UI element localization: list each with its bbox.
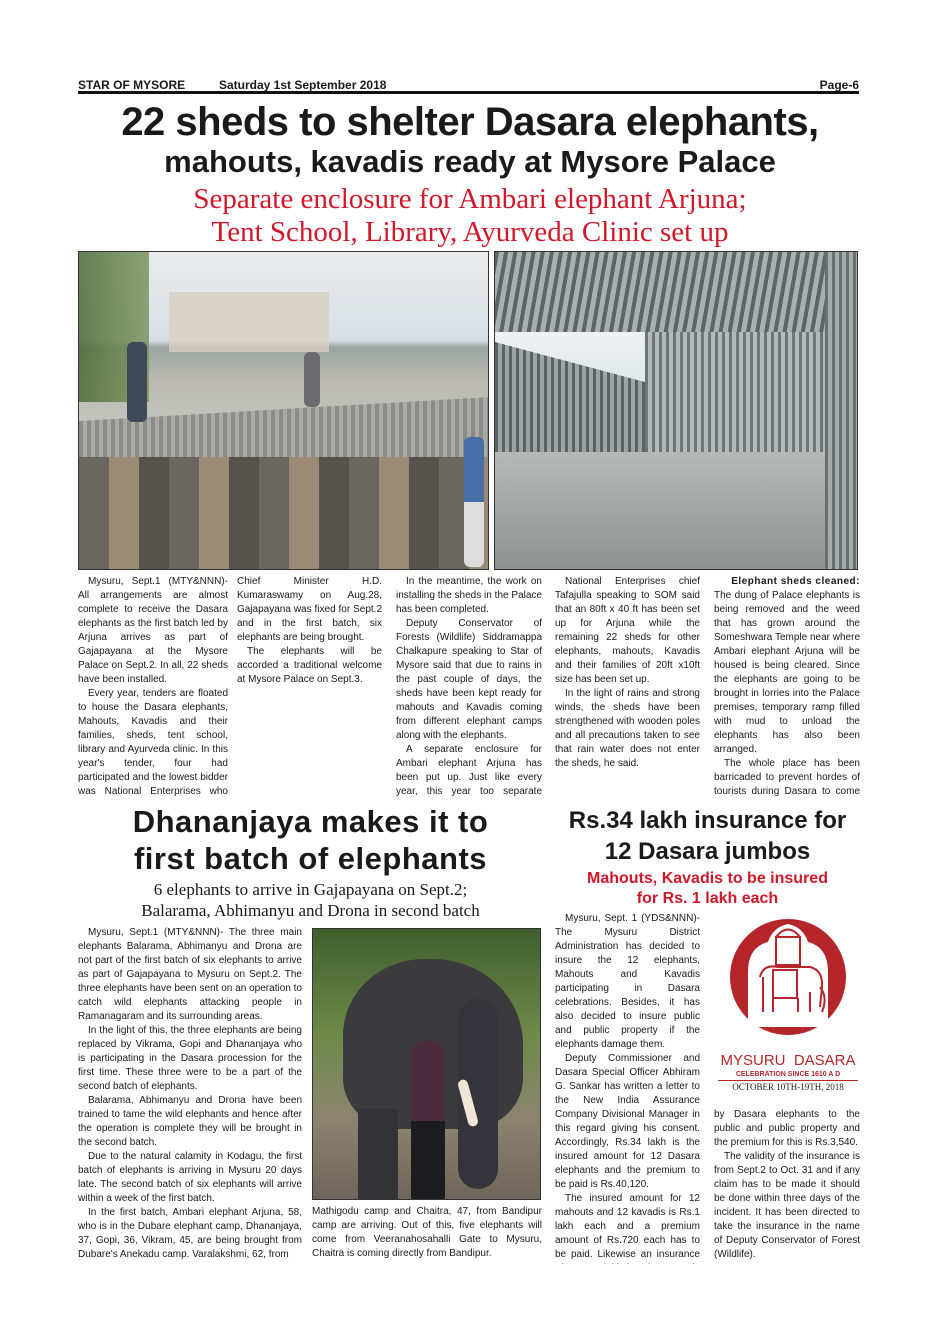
third-story-column-2 <box>714 1108 860 1262</box>
paragraph: Balarama, Abhimanyu and Drona have been trained to tame the wild elephants and hence after the operation is complete they will be brought in the second batch. <box>78 1095 302 1148</box>
back-wall <box>645 332 825 452</box>
paragraph: In the light of rains and strong winds, the sheds have been strengthened with wooden poles and all precautions taken to see that rain water does not enter the sheds, he said. <box>555 688 700 769</box>
logo-title: MYSURU DASARA <box>720 1052 856 1069</box>
main-story-column-1 <box>78 575 228 799</box>
main-story-column-4 <box>555 575 700 799</box>
paragraph: Deputy Conservator of Forests (Wildlife) Siddramappa Chalkapure speaking to Star of Mysore said that due to rains in the past couple of days, the sheds have been kept ready for mahouts and Kavadis coming from different elephant camps along with the elephants. <box>396 618 542 741</box>
paragraph: Mysuru, Sept.1 (MTY&NNN)- All arrangements are almost complete to receive the Dasara elephants as the first batch led by Arjuna arrives as part of Gajapayana at the Mysore Palace on Sept.2. In all, 22 sheds have been installed. <box>78 576 228 685</box>
mahout <box>411 1041 445 1200</box>
paragraph: In the meantime, the work on installing the sheds in the Palace has been completed. <box>396 576 542 615</box>
paragraph: The whole place has been barricaded to prevent hordes of tourists during Dasara to come <box>714 758 860 797</box>
second-story-column <box>78 926 302 1262</box>
main-headline-1: 22 sheds to shelter Dasara elephants, <box>121 100 819 144</box>
third-headline-1: Rs.34 lakh insurance for <box>568 807 847 834</box>
paragraph: The dung of Palace elephants is being removed and the weed that has grown around the Someshwara Temple near where Ambari elephant Arjuna will be housed is being cleared. Since the elephants are going to be brought in lorries into the Palace premises, temporary ramp filled with mud to unload the elephants has also been arranged. <box>714 590 860 755</box>
floor <box>495 452 825 570</box>
main-subhead-1: Separate enclosure for Ambari elephant Arjuna; <box>193 183 747 215</box>
masthead <box>78 78 859 94</box>
third-headline-2: 12 Dasara jumbos <box>604 838 811 865</box>
main-story-column-3 <box>396 575 542 799</box>
paragraph: The elephants will be accorded a traditional welcome at Mysore Palace on Sept.3. <box>237 646 382 685</box>
photo-empty-shed <box>494 251 858 570</box>
logo-dates: OCTOBER 10TH-19TH, 2018 <box>732 1082 844 1092</box>
paragraph: In the first batch, Ambari elephant Arjuna, 58, who is in the Dubare elephant camp, Dhananjaya, 37, Gopi, 36, Vikram, 45, are being brought from Dubare's Anekadu camp. Varalakshmi, 62, from <box>78 1207 302 1260</box>
issue-date: Saturday 1st September 2018 <box>219 78 387 92</box>
box-heading: Elephant sheds cleaned: <box>731 576 860 587</box>
main-story-column-2 <box>237 575 382 799</box>
elephant-leg <box>358 1109 398 1199</box>
paragraph: Every year, tenders are floated to house the Dasara elephants, Mahouts, Kavadis and their families, sheds, tent school, library and Ayurveda clinic. In this year's tender, four had participated and the lowest bidder was National Enterprises who <box>78 688 228 797</box>
worker-3 <box>464 437 484 567</box>
shed-wall <box>79 457 489 570</box>
mysuru-dasara-logo <box>718 912 858 1102</box>
right-wall <box>825 252 858 570</box>
main-subhead-2: Tent School, Library, Ayurveda Clinic set up <box>211 216 729 248</box>
paragraph: Mysuru, Sept.1 (MTY&NNN)- The three main elephants Balarama, Abhimanyu and Drona are not part of the first batch of six elephants to arrive as part of Gajapayana to Mysuru on Sept.2. The three elephants have been sent on an operation to catch wild elephants attacking people in Ramanagaram and its surrounding areas. <box>78 927 302 1022</box>
paragraph: In the light of this, the three elephants are being replaced by Vikrama, Gopi and Dhananjaya who is participating in the Dasara procession for the first time. These three were to be a part of the second batch of elephants. <box>78 1025 302 1092</box>
logo-tagline: CELEBRATION SINCE 1610 A D <box>718 1069 858 1081</box>
second-headline-1: Dhananjaya makes it to <box>132 804 489 839</box>
worker-1 <box>127 342 147 422</box>
sidebar-box-sheds-cleaned <box>714 575 860 799</box>
main-headline-2: mahouts, kavadis ready at Mysore Palace <box>164 144 776 179</box>
paragraph: National Enterprises chief Tafajulla speaking to SOM said that an 80ft x 40 ft has been set up for Arjuna while the remaining 22 sheds for other elephants, mahouts, Kavadis and their families of 20ft x10ft size has been set up. <box>555 576 700 685</box>
second-subhead-1: 6 elephants to arrive in Gajapayana on Sept.2; <box>153 880 468 899</box>
paragraph: The validity of the insurance is from Sept.2 to Oct. 31 and if any claim has to be made it should be done within three days of the incident. It has been directed to take the insurance in the name of Deputy Conservator of Forest (Wildlife). <box>714 1151 860 1260</box>
page-number: Page-6 <box>819 78 859 92</box>
paragraph: Chief Minister H.D. Kumaraswamy on Aug.28, Gajapayana was fixed for Sept.2 and in the first batch, six elephants are being brought. <box>237 576 382 643</box>
second-headline-2: first batch of elephants <box>133 841 488 876</box>
second-subhead-2: Balarama, Abhimanyu and Drona in second batch <box>141 901 480 920</box>
paragraph: Mysuru, Sept. 1 (YDS&NNN)- The Mysuru District Administration has decided to insure the 12 elephants, Mahouts and Kavadis participating in Dasara celebrations. Besides, it has also decided to insure public and public property if the elephants damage them. <box>555 913 700 1050</box>
worker-2 <box>304 352 320 407</box>
paragraph: by Dasara elephants to the public and public property and the premium for this is Rs.3,540. <box>714 1109 860 1148</box>
paragraph: A separate enclosure for Ambari elephant Arjuna has been put up. Just like every year, this year too separate <box>396 744 542 797</box>
palace-background <box>169 292 329 352</box>
photo-shed-roof-workers <box>78 251 489 570</box>
third-story-column-1 <box>555 912 700 1264</box>
third-subhead-2: for Rs. 1 lakh each <box>636 890 779 907</box>
paragraph: The insured amount for 12 mahouts and 12 kavadis is Rs.1 lakh each and a premium amount of Rs.720 each has to be paid. Likewise an insurance <box>555 1193 700 1260</box>
third-subhead-1: Mahouts, Kavadis to be insured <box>587 870 828 887</box>
paragraph: Due to the natural calamity in Kodagu, the first batch of elephants is arriving in Mysuru 20 days late. The second batch of six elephants will arrive within a week of the first batch. <box>78 1151 302 1204</box>
paragraph: Deputy Commissioner and Dasara Special Officer Abhiram G. Sankar has written a letter to the New India Assurance Company Divisional Manager in this regard giving his consent. Accordingly, Rs.34 lakh is the insured amount for 12 Dasara elephants and the premium to be paid is Rs.40,120. <box>555 1053 700 1190</box>
photo-elephant-with-mahout <box>312 928 541 1200</box>
second-story-continuation: Mathigodu camp and Chaitra, 47, from Bandipur camp are arriving. Out of this, five elephants will come from Veeranahosahalli Gate to Mysuru, Chaitra is coming directly from Bandipur. <box>312 1206 542 1259</box>
paper-name: STAR OF MYSORE <box>78 78 186 92</box>
elephant-emblem-icon <box>718 912 858 1047</box>
shed-roof <box>495 252 858 332</box>
